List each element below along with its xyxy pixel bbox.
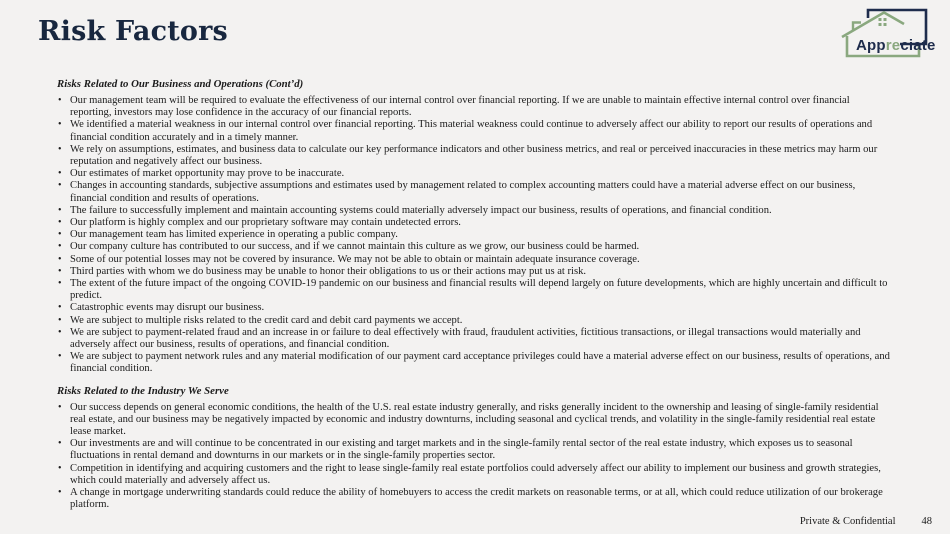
- risk-sections: [57, 78, 892, 514]
- risk-bullet-item: • Catastrophic events may disrupt our business.: [70, 302, 892, 314]
- risk-bullet-item: • Changes in accounting standards, subjective assumptions and estimates used by management related to complex accounting matters could have a material adverse effect on our business, financial condition and results of operations.: [70, 180, 892, 204]
- section-heading: Risks Related to Our Business and Operations (Cont’d): [57, 78, 304, 90]
- risk-bullet-item: • Our investments are and will continue to be concentrated in our existing and target markets and in the single-family rental sector of the real estate industry, which exposes us to seasonal fluctuations in rental demand and downturns in our markets or in the single-family properties sector.: [70, 438, 892, 462]
- risk-bullet-item: • We are subject to payment-related fraud and an increase in or failure to deal effectively with fraud, fraudulent activities, fictitious transactions, or illegal transactions would materially and adversely affect our business, results of operations, and financial condition.: [70, 327, 892, 351]
- risk-bullet-item: • Competition in identifying and acquiring customers and the right to lease single-family real estate portfolios could adversely affect our ability to implement our business and growth strategies, which could materially and adversely affect us.: [70, 463, 892, 487]
- section-industry-we-serve: [57, 385, 892, 514]
- risk-bullet-item: • We are subject to payment network rules and any material modification of our payment card acceptance privileges could have a material adverse effect on our business, results of operations, and financial condition.: [70, 351, 892, 375]
- risk-bullet-item: • Our company culture has contributed to our success, and if we cannot maintain this culture as we grow, our business could be harmed.: [70, 241, 892, 253]
- risk-bullet-item: • Our success depends on general economic conditions, the health of the U.S. real estate industry generally, and risks generally incident to the ownership and leasing of single-family residential real estate, and our business may be negatively impacted by economic and industry downturns, including seasonal and cyclical trends, and volatility in the single-family residential real estate lease market.: [70, 402, 892, 439]
- risk-bullet-item: • The failure to successfully implement and maintain accounting systems could materially adversely impact our business, results of operations, and financial condition.: [70, 205, 892, 217]
- page-title: Risk Factors: [38, 16, 228, 47]
- risk-bullet-item: • Third parties with whom we do business may be unable to honor their obligations to us or their actions may put us at risk.: [70, 266, 892, 278]
- risk-bullet-item: • The extent of the future impact of the ongoing COVID-19 pandemic on our business and financial results will depend largely on future developments, which are highly uncertain and difficult to predict.: [70, 278, 892, 302]
- risk-bullet-item: • Our management team will be required to evaluate the effectiveness of our internal control over financial reporting. If we are unable to maintain effective internal control over financial reporting, investors may lose confidence in the accuracy of our financial reports.: [70, 95, 892, 119]
- risk-bullet-item: • A change in mortgage underwriting standards could reduce the ability of homebuyers to access the credit markets on reasonable terms, or at all, which could reduce utilization of our brokerage platform.: [70, 487, 892, 511]
- risk-bullet-list: [57, 95, 892, 378]
- logo-text-part-2: re: [885, 37, 901, 54]
- company-logo: [840, 6, 944, 60]
- risk-bullet-item: • Our platform is highly complex and our proprietary software may contain undetected errors.: [70, 217, 892, 229]
- section-heading: Risks Related to the Industry We Serve: [57, 384, 229, 397]
- risk-bullet-item: • We identified a material weakness in our internal control over financial reporting. This material weakness could continue to adversely affect our ability to report our results of operations and financial condition accurately and in a timely manner.: [70, 119, 892, 143]
- logo-text-part-3: ciate: [900, 37, 936, 54]
- page-number: 48: [921, 516, 932, 527]
- risk-bullet-item: • Our management team has limited experience in operating a public company.: [70, 229, 892, 241]
- risk-bullet-item: • We are subject to multiple risks related to the credit card and debit card payments we accept.: [70, 315, 892, 327]
- risk-bullet-list: [57, 402, 892, 514]
- logo-wordmark: [856, 37, 936, 54]
- risk-bullet-item: • Some of our potential losses may not be covered by insurance. We may not be able to obtain or maintain adequate insurance coverage.: [70, 254, 892, 266]
- risk-bullet-item: • Our estimates of market opportunity may prove to be inaccurate.: [70, 168, 892, 180]
- logo-text-part-1: App: [856, 37, 886, 54]
- risk-bullet-item: • We rely on assumptions, estimates, and business data to calculate our key performance indicators and other business metrics, and real or perceived inaccuracies in these metrics may harm our reputation and negatively affect our business.: [70, 144, 892, 168]
- footer-confidentiality-label: Private & Confidential: [799, 516, 896, 527]
- footer: [800, 516, 932, 527]
- section-business-operations: [57, 78, 892, 378]
